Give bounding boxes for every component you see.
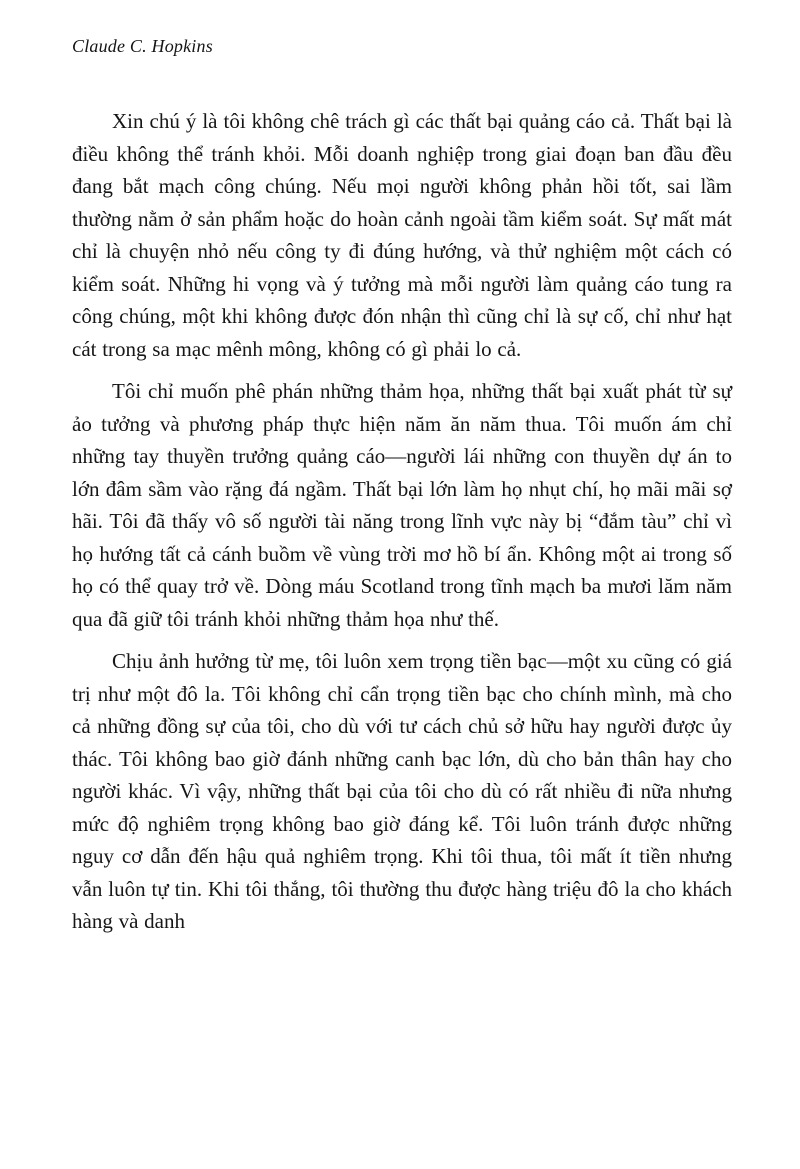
paragraph: Chịu ảnh hưởng từ mẹ, tôi luôn xem trọng tiền bạc—một xu cũng có giá trị như một đô la. Tôi không chỉ cẩn trọng tiền bạc cho chính mình, mà cho cả những đồng sự của tôi, cho dù với tư cách chủ sở hữu hay người được ủy thác. Tôi không bao giờ đánh những canh bạc lớn, dù cho bản thân hay cho người khác. Vì vậy, những thất bại của tôi cho dù có rất nhiều đi nữa nhưng mức độ nghiêm trọng không bao giờ đáng kể. Tôi luôn tránh được những nguy cơ dẫn đến hậu quả nghiêm trọng. Khi tôi thua, tôi mất ít tiền nhưng vẫn luôn tự tin. Khi tôi thắng, tôi thường thu được hàng triệu đô la cho khách hàng và danh	[72, 649, 732, 933]
page-body	[72, 105, 732, 938]
paragraph: Xin chú ý là tôi không chê trách gì các thất bại quảng cáo cả. Thất bại là điều không thể tránh khỏi. Mỗi doanh nghiệp trong giai đoạn ban đầu đều đang bắt mạch công chúng. Nếu mọi người không phản hồi tốt, sai lầm thường nằm ở sản phẩm hoặc do hoàn cảnh ngoài tầm kiểm soát. Sự mất mát chỉ là chuyện nhỏ nếu công ty đi đúng hướng, và thử nghiệm một cách có kiểm soát. Những hi vọng và ý tưởng mà mỗi người làm quảng cáo tung ra công chúng, một khi không được đón nhận thì cũng chỉ là sự cố, chỉ như hạt cát trong sa mạc mênh mông, không có gì phải lo cả.	[72, 109, 732, 361]
paragraph: Tôi chỉ muốn phê phán những thảm họa, những thất bại xuất phát từ sự ảo tưởng và phương pháp thực hiện năm ăn năm thua. Tôi muốn ám chỉ những tay thuyền trưởng quảng cáo—người lái những con thuyền dự án to lớn đâm sầm vào rặng đá ngầm. Thất bại lớn làm họ nhụt chí, họ mãi mãi sợ hãi. Tôi đã thấy vô số người tài năng trong lĩnh vực này bị “đắm tàu” chỉ vì họ hướng tất cả cánh buồm về vùng trời mơ hồ bí ẩn. Không một ai trong số họ có thể quay trở về. Dòng máu Scotland trong tĩnh mạch ba mươi lăm năm qua đã giữ tôi tránh khỏi những thảm họa như thế.	[72, 379, 732, 631]
running-header-author: Claude C. Hopkins	[72, 36, 213, 56]
